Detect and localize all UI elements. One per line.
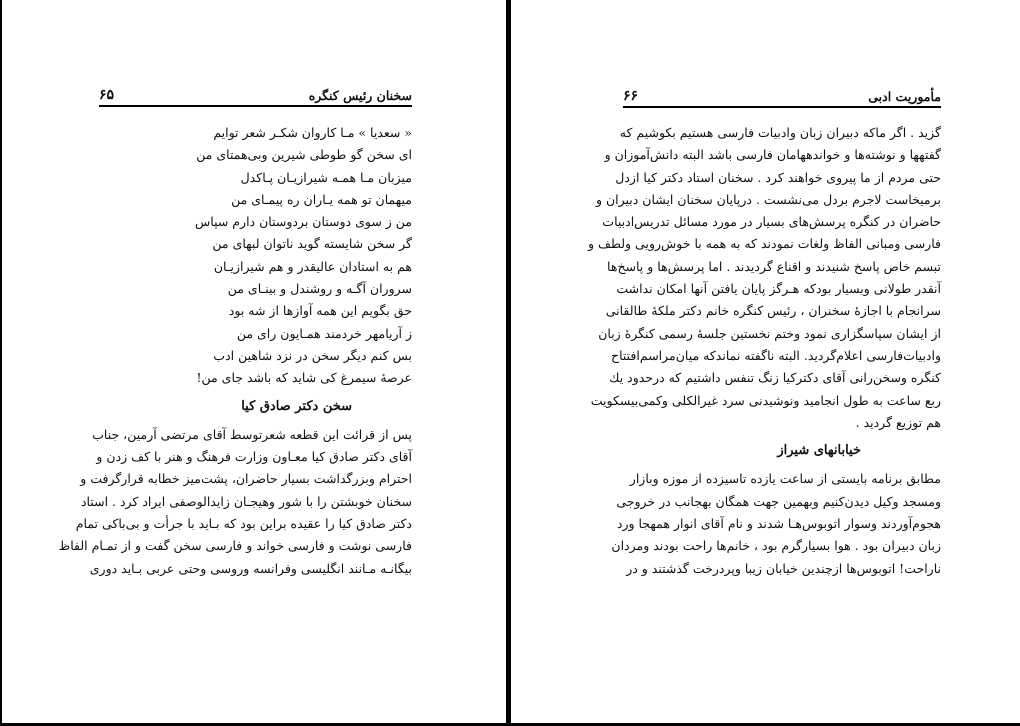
prose-line: هجوم‌آوردند وسوار اتوبوس‌هـا شدند و نام آقای انوار همهجا ورد [616,516,941,532]
verse-line: ز آریامهر خردمند همـایون رای من [236,325,412,341]
verse-line: بس کنم دیگر سخن در نزد شاهین ادب [213,347,412,363]
prose-line: از ایشان سپاسگزاری نمود وختم نخستین جلسهٔ رسمی کنگرهٔ زبان [598,325,941,341]
prose-line: حتی مردم از ما پیروی خواهند کرد . سخنان استاد دکتر کیا ازدل [615,169,941,185]
prose-line: گزید . اگر ماکه دبیران زبان وادبیات فارسی هستیم بکوشیم که [619,125,941,140]
prose-line: گفتهها و نوشته‌ها و خواندههامان فارسی باشد البته دانش‌آموزان و [604,147,941,163]
verse-line: هم به استادان عالیقدر و هم شیرازیـان [213,258,412,274]
prose-line: زبان دبیران بود . هوا بسیارگرم بود ، خانم‌ها راحت بودند ومردان [611,538,941,554]
left-page-number: ۶۵ [99,87,115,103]
verse-line: گر سخن شایسته گوید ناتوان لبهای من [212,236,412,252]
prose-line: وادبیات‌فارسی اعلام‌گردید. البته ناگفته نماندکه میان‌مراسم‌افتتاح [611,347,941,363]
prose-line: فارسی نوشت و فارسی خواند و فارسی سخن گفت و از تمـام الفاظ [58,538,412,554]
prose-line: ومسجد وکیل دیدن‌کنیم وبهمین جهت همگان بهجانب در خروجی [616,493,941,509]
right-page-number: ۶۶ [623,88,639,104]
right-page [511,0,1020,726]
section-heading: سخن دکتر صادق کیا [241,398,352,414]
left-running-head: سخنان رئیس کنگره [308,88,412,103]
prose-line: پس از قرائت این قطعه شعرتوسط آقای مرتضی آرمین، جناب [92,426,412,442]
prose-line: سخنان خوبشتن را با شور وهیجـان زایدالوصفی ایراد کرد . استاد [80,493,412,509]
verse-line: میزبان مـا همـه شیرازیـان پـاکدل [240,169,412,185]
prose-line: آقای دکتر صادق کیا معـاون وزارت فرهنگ و هنر با کف زدن و [96,449,412,465]
prose-line: بیگانـه مـانند انگلیسی وفرانسه وروسی وحتی عربی بـاید دوری [89,560,412,576]
prose-line: تبسم خاص پاسخ شنیدند و اقناع گردیدند . اما پرسش‌ها و پاسخ‌ها [607,258,941,274]
left-page [2,0,506,726]
prose-line: آنقدر طولانی وبسیار بودکه هـرگز پایان یافتن آنها امکان نداشت [616,281,941,297]
right-page-body [588,122,941,580]
prose-line: ربع ساعت به طول انجامید ونوشیدنی سرد غیرالکلی وکمی‌بیسکویت [590,392,941,408]
verse-line: ای سخن گو طوطی شیرین وبی‌همتای من [196,147,412,163]
prose-line: حاضران در کنگره پرسش‌های بسیار در مورد مسائل تدریس‌ادبیات [602,214,941,230]
prose-line: ناراحت! اتوبوس‌ها ازچندین خیابان زیبا وپردرخت گذشتند و در [626,560,941,576]
section-heading: خیابانهای شیراز [777,443,861,459]
prose-line: احترام وبزرگداشت بسیار حاضران، پشت‌میز خطابه قرارگرفت و [80,471,412,487]
right-running-head: مأموریت ادبی [868,89,941,104]
verse-line: من ز سوی دوستان بردوستان دارم سپاس [195,214,412,230]
verse-line: سروران آگـه و روشندل و بینـای من [227,281,412,297]
verse-line: « سعدیا » مـا کاروان شکـر شعر توایم [213,125,412,140]
prose-line: هم توزیع گردید . [855,414,941,430]
prose-line: مطابق برنامه بایستی از ساعت یازده تاسیزده از موزه وبازار [629,471,941,487]
prose-line: سرانجام با اجازهٔ سخنران ، رئیس کنگره خانم دکتر ملکهٔ طالقانی [605,303,941,319]
verse-line: حق بگویم این همه آوازها از شه بود [228,303,412,319]
verse-line: عرصهٔ سیمرغ کی شاید که باشد جای من! [196,370,412,386]
right-page-header [623,88,941,108]
prose-line: دکتر صادق کیا را عقیده براین بود که بـاید با جرأت و بی‌باکی تمام [75,516,412,532]
prose-line: کنگره وسخن‌رانی آقای دکترکیا زنگ تنفس داشتیم که درحدود یك [609,370,941,386]
prose-line: فارسی ومبانی الفاظ ولغات نمودند که به همه با خوش‌رویی ولطف و [588,236,941,252]
left-page-header [99,87,412,107]
verse-line: میهمان تو همه یـاران ره پیمـای من [231,191,412,207]
left-page-body [58,122,412,580]
prose-line: برمیخاست لاجرم بردل می‌نشست . درپایان سخنان ایشان دبیران و [595,191,941,207]
